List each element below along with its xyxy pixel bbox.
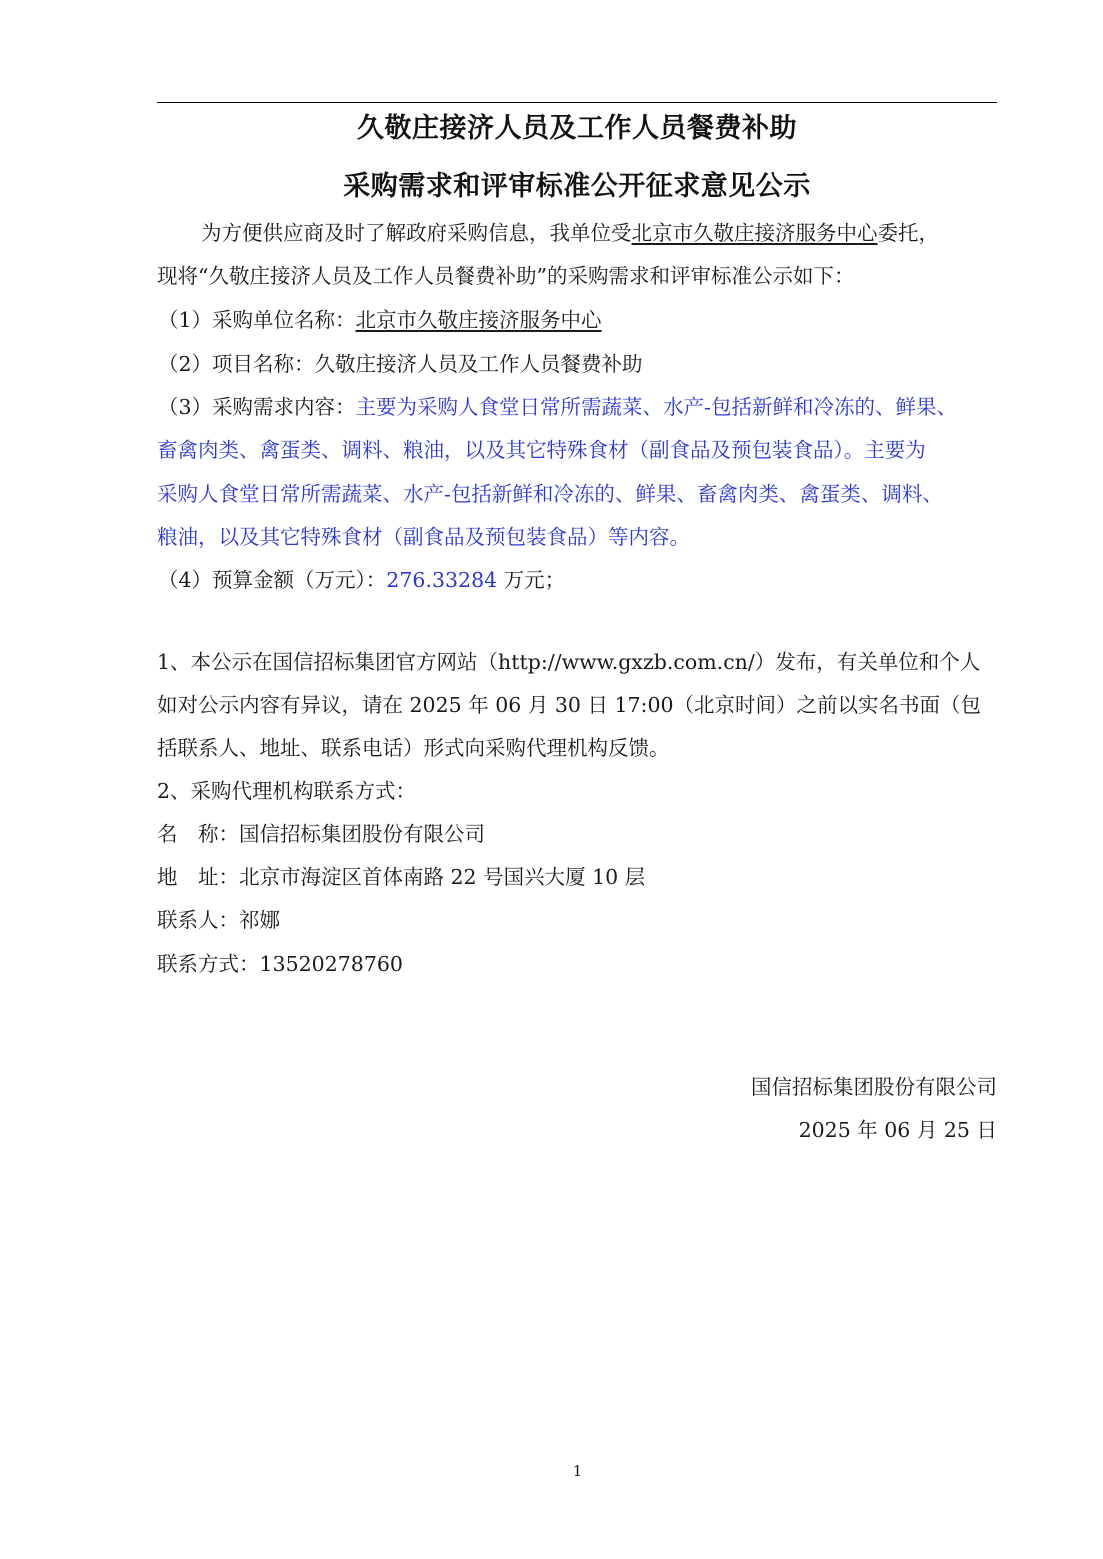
page-number: 1 [572,1462,583,1480]
item-3-label: （3）采购需求内容： [158,395,356,419]
notice-1-line-3: 括联系人、地址、联系电话）形式向采购代理机构反馈。 [157,736,670,760]
budget-unit: 万元； [497,568,566,592]
title-line-1: 久敬庄接济人员及工作人员餐费补助 [357,113,797,144]
item-4 [158,566,565,594]
notice-2: 2、采购代理机构联系方式： [157,779,417,803]
item-4-label: （4）预算金额（万元）： [158,568,387,592]
notice-1-line-1: 1、本公示在国信招标集团官方网站（http://www.gxzb.com.cn/）发布，有关单位和个人 [157,650,981,674]
entrusting-organization: 北京市久敬庄接济服务中心 [631,221,878,245]
item-1 [158,306,602,334]
intro-paragraph-line-2: 现将“久敬庄接济人员及工作人员餐费补助”的采购需求和评审标准公示如下： [157,264,855,288]
item-2: （2）项目名称：久敬庄接济人员及工作人员餐费补助 [158,352,643,376]
budget-amount: 276.33284 [386,568,498,592]
purchaser-name: 北京市久敬庄接济服务中心 [355,308,602,332]
intro-text-end: 委托， [877,221,939,245]
item-3-content-line-3: 采购人食堂日常所需蔬菜、水产-包括新鲜和冷冻的、鲜果、畜禽肉类、禽蛋类、调料、 [157,482,943,506]
signature-date: 2025 年 06 月 25 日 [798,1118,997,1142]
item-1-label: （1）采购单位名称： [158,308,356,332]
agency-name: 名 称：国信招标集团股份有限公司 [157,822,485,846]
signature-organization: 国信招标集团股份有限公司 [751,1075,997,1099]
intro-paragraph-line-1 [201,219,939,247]
title-line-2: 采购需求和评审标准公开征求意见公示 [343,171,811,202]
item-3 [158,393,957,421]
agency-address: 地 址：北京市海淀区首体南路 22 号国兴大厦 10 层 [157,865,646,889]
item-3-content-line-1: 主要为采购人食堂日常所需蔬菜、水产-包括新鲜和冷冻的、鲜果、 [355,395,957,419]
intro-text: 为方便供应商及时了解政府采购信息，我单位受 [201,221,632,245]
agency-phone: 联系方式：13520278760 [157,952,403,976]
item-3-content-line-2: 畜禽肉类、禽蛋类、调料、粮油，以及其它特殊食材（副食品及预包装食品）。主要为 [157,438,926,462]
agency-contact-person: 联系人：祁娜 [157,908,280,932]
item-3-content-line-4: 粮油，以及其它特殊食材（副食品及预包装食品）等内容。 [157,525,690,549]
header-rule [157,102,997,103]
notice-1-line-2: 如对公示内容有异议，请在 2025 年 06 月 30 日 17:00（北京时间）之前以实名书面（包 [157,693,982,717]
